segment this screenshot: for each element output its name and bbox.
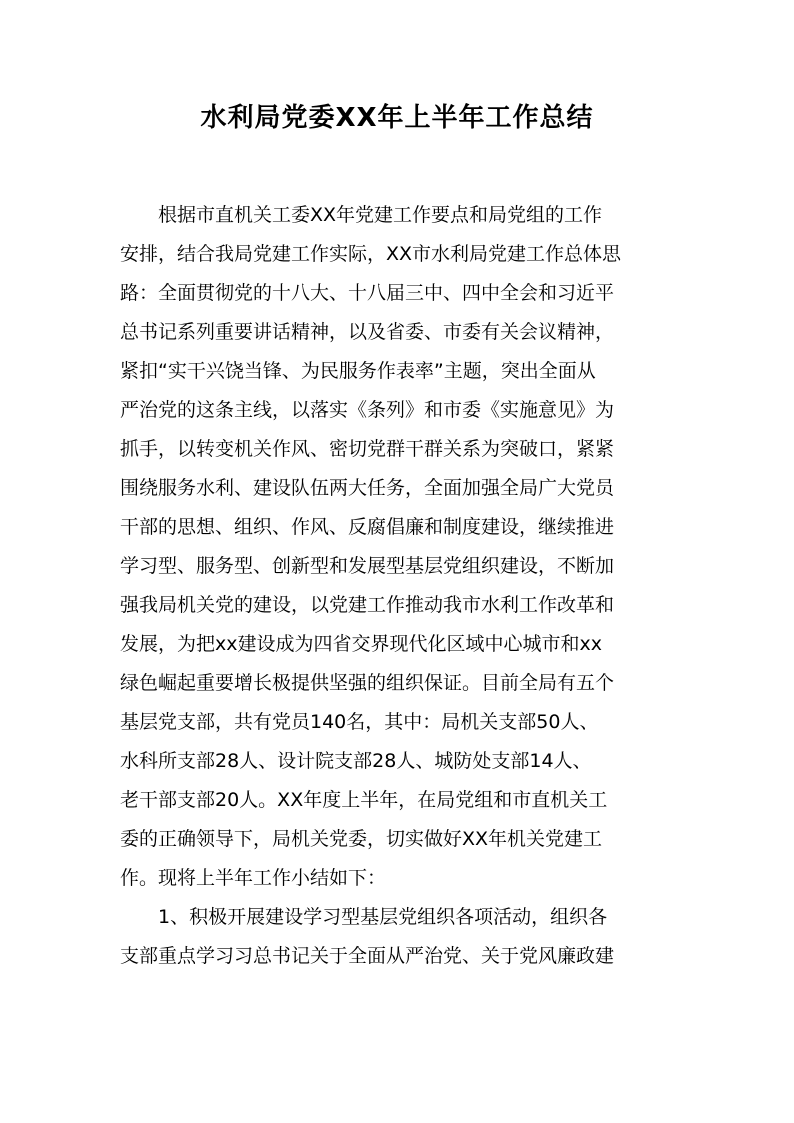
body-line: 路：全面贯彻党的十八大、十八届三中、四中全会和习近平: [120, 282, 615, 304]
body-line: 委的正确领导下，局机关党委，切实做好XX年机关党建工: [120, 828, 603, 850]
body-line: 水科所支部28人、设计院支部28人、城防处支部14人、: [120, 750, 592, 772]
body-line: 干部的思想、组织、作风、反腐倡廉和制度建设，继续推进: [120, 516, 615, 538]
body-line: 安排，结合我局党建工作实际，XX市水利局党建工作总体思: [120, 243, 622, 265]
body-line: 基层党支部，共有党员140名，其中：局机关支部50人、: [120, 711, 599, 733]
body-line: 老干部支部20人。XX年度上半年，在局党组和市直机关工: [120, 789, 608, 811]
body-line: 支部重点学习习总书记关于全面从严治党、关于党风廉政建: [120, 945, 615, 967]
body-line: 围绕服务水利、建设队伍两大任务，全面加强全局广大党员: [120, 477, 615, 499]
body-line: 紧扣“实干兴饶当锋、为民服务作表率”主题，突出全面从: [120, 360, 596, 382]
document-title: 水利局党委XX年上半年工作总结: [200, 103, 594, 133]
body-line: 总书记系列重要讲话精神，以及省委、市委有关会议精神，: [120, 321, 615, 343]
body-line: 强我局机关党的建设，以党建工作推动我市水利工作改革和: [120, 594, 615, 616]
body-line: 根据市直机关工委XX年党建工作要点和局党组的工作: [120, 204, 603, 226]
body-line: 作。现将上半年工作小结如下：: [120, 867, 387, 889]
body-line: 1、积极开展建设学习型基层党组织各项活动，组织各: [120, 906, 608, 928]
body-line: 抓手，以转变机关作风、密切党群干群关系为突破口，紧紧: [120, 438, 615, 460]
body-line: 学习型、服务型、创新型和发展型基层党组织建设，不断加: [120, 555, 615, 577]
body-line: 发展，为把xx建设成为四省交界现代化区域中心城市和xx: [120, 633, 602, 655]
body-line: 绿色崛起重要增长极提供坚强的组织保证。目前全局有五个: [120, 672, 615, 694]
body-line: 严治党的这条主线，以落实《条列》和市委《实施意见》为: [120, 399, 615, 421]
